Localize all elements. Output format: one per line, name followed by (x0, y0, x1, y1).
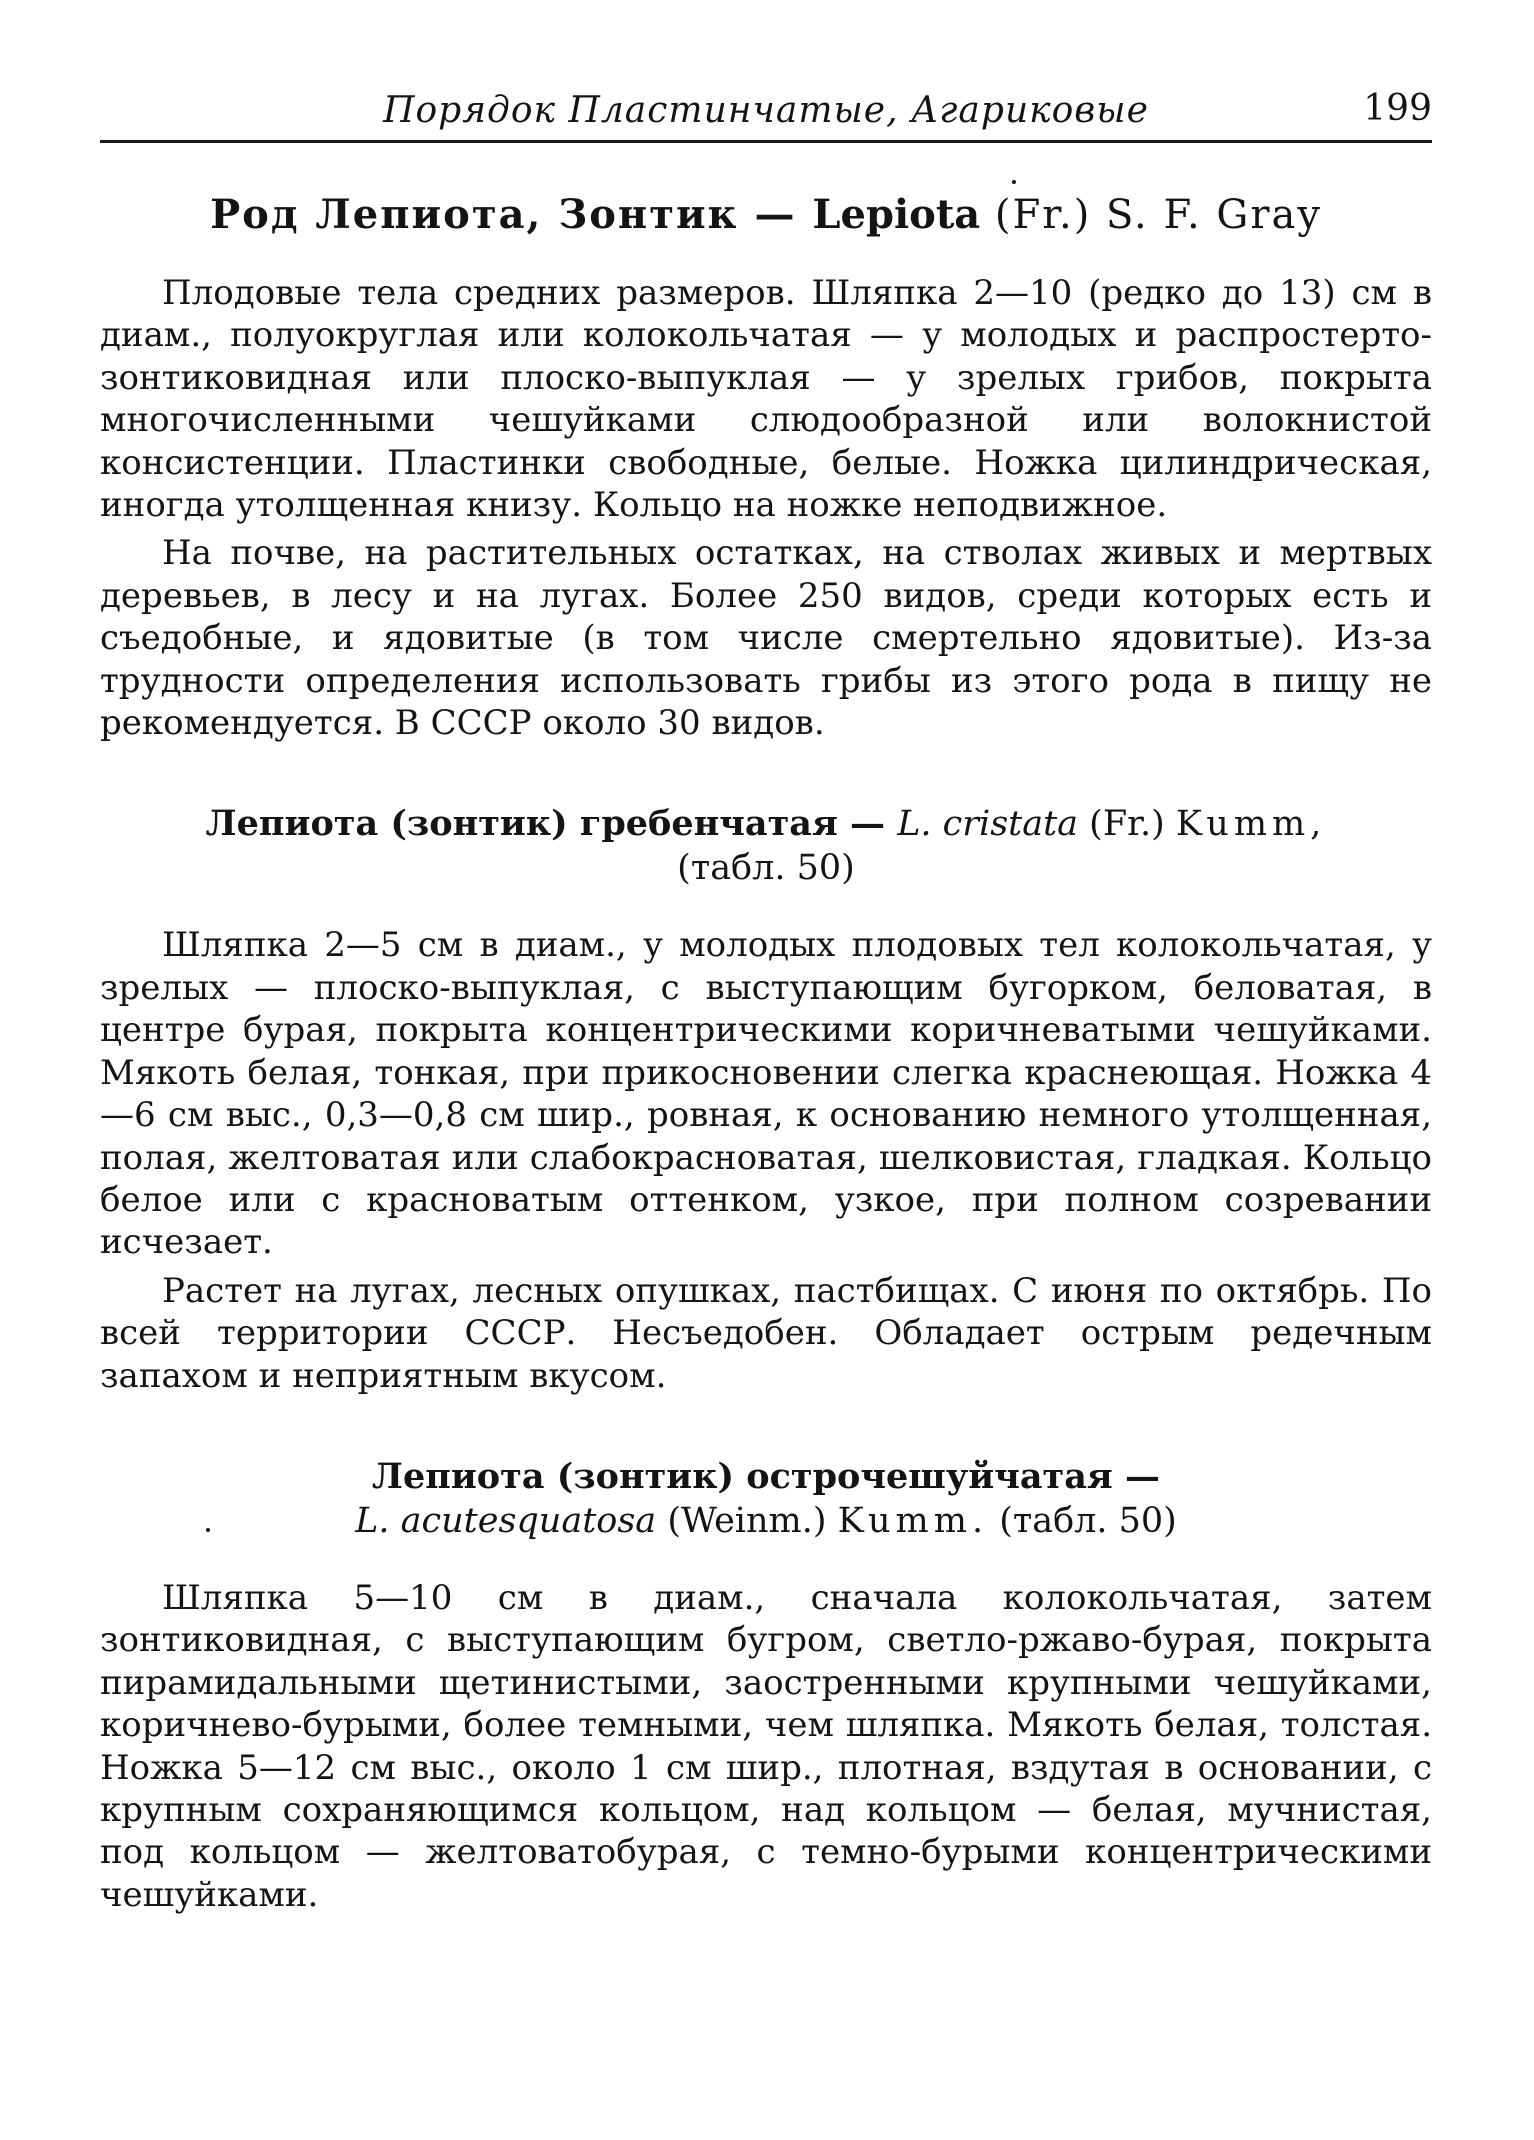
species-description-paragraph: Шляпка 2—5 см в диам., у молодых плодовых тел колокольчатая, у зрелых — плоско-выпуклая, с выступающим бугорком, беловатая, в центре бурая, покрыта концентрическими коричневатыми чешуйками. Мякоть белая, тонкая, при прикосновении слегка краснеющая. Ножка 4—6 см выс., 0,3—0,8 см шир., ровная, к основанию немного утолщенная, полая, желтоватая или слабокрасноватая, шелковистая, гладкая. Кольцо белое или с красноватым оттенком, узкое, при полном созревании исчезает. (100, 925, 1432, 1263)
species-habitat-paragraph: Растет на лугах, лесных опушках, пастбищах. С июня по октябрь. По всей территории СССР. Несъедобен. Обладает острым редечным запахом и неприятным вкусом. (100, 1270, 1432, 1396)
page (100, 80, 1432, 1916)
species-heading-cristata (100, 802, 1432, 890)
species-description-paragraph: Шляпка 5—10 см в диам., сначала колокольчатая, затем зонтиковидная, с выступающим бугром, светло-ржаво-бурая, покрыта пирамидальными щетинистыми, заостренными крупными чешуйками, коричнево-бурыми, более темными, чем шляпка. Мякоть белая, толстая. Ножка 5—12 см выс., около 1 см шир., плотная, вздутая в основании, с крупным сохраняющимся кольцом, над кольцом — белая, мучнистая, под кольцом — желтоватобурая, с темно-бурыми концентрическими чешуйками. (100, 1577, 1432, 1915)
genus-habitat-paragraph: На почве, на растительных остатках, на стволах живых и мертвых деревьев, в лесу и на лугах. Более 250 видов, среди которых есть и съедобные, и ядовитые (в том числе смертельно ядовитые). Из-за трудности определения использовать грибы из этого рода в пищу не рекомендуется. В СССР около 30 видов. (100, 533, 1432, 744)
species-heading-line (100, 802, 1432, 846)
species-author-abbrev: (Weinm.) (656, 1500, 838, 1541)
species-plate-reference: (табл. 50) (988, 1500, 1177, 1541)
print-speck (206, 1528, 210, 1532)
genus-heading-latin: Lepiota (812, 191, 981, 238)
page-number: 199 (1363, 88, 1432, 129)
print-speck (1012, 180, 1016, 184)
species-plate-reference: (табл. 50) (677, 848, 855, 889)
genus-heading-author: (Fr.) S. F. Gray (980, 192, 1322, 238)
species-heading-acutesquatosa (100, 1455, 1432, 1543)
running-title: Порядок Пластинчатые, Агариковые (383, 90, 1149, 131)
genus-heading (100, 191, 1432, 238)
species-author-abbrev: (Fr.) (1078, 804, 1176, 845)
species-name-ru: Лепиота (зонтик) гребенчатая — (205, 803, 898, 845)
genus-heading-ru: Род Лепиота, Зонтик — (210, 191, 813, 238)
running-header (100, 80, 1432, 143)
species-author: Kumm. (837, 1500, 989, 1541)
species-author: Kumm, (1175, 804, 1327, 845)
species-name-latin: L. acutesquatosa (355, 1500, 657, 1541)
species-name-ru: Лепиота (зонтик) острочешуйчатая — (372, 1455, 1160, 1497)
genus-description-paragraph: Плодовые тела средних размеров. Шляпка 2—10 (редко до 13) см в диам., полуокруглая или колокольчатая — у молодых и распростерто-зонтиковидная или плоско-выпуклая — у зрелых грибов, покрыта многочисленными чешуйками слюдообразной или волокнистой консистенции. Пластинки свободные, белые. Ножка цилиндрическая, иногда утолщенная книзу. Кольцо на ножке неподвижное. (100, 273, 1432, 526)
species-heading-line (100, 1499, 1432, 1543)
species-name-latin: L. cristata (897, 804, 1079, 845)
